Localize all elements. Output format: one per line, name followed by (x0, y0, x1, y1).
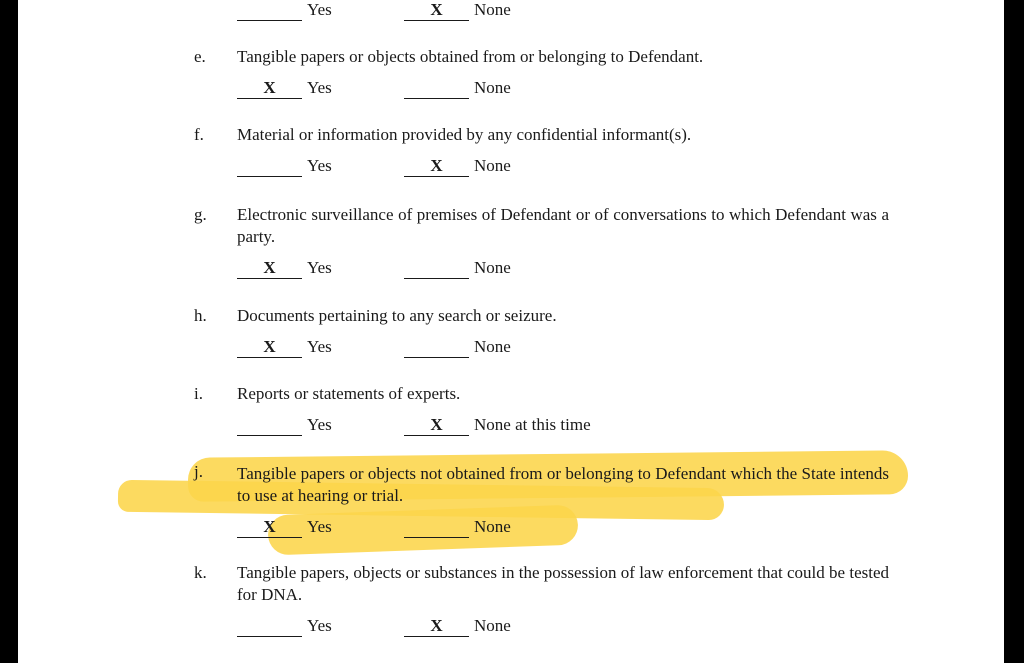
item-description: Material or information provided by any confidential informant(s). (237, 125, 692, 144)
yes-blank (237, 415, 302, 436)
none-label: None at this time (474, 415, 591, 434)
yes-blank: X (237, 258, 302, 279)
none-label: None (474, 517, 511, 536)
none-blank (404, 337, 469, 358)
item-letter: e. (194, 47, 206, 66)
yes-blank (237, 616, 302, 637)
item-description: Electronic surveillance of premises of Defendant or of conversations to which Defendant was a party. (237, 205, 889, 246)
none-blank: X (404, 616, 469, 637)
yes-label: Yes (307, 78, 332, 97)
none-label: None (474, 78, 511, 97)
item-description: Documents pertaining to any search or seizure. (237, 306, 557, 325)
item-letter: h. (194, 306, 207, 325)
none-label: None (474, 0, 511, 19)
yes-blank (237, 0, 302, 21)
yes-label: Yes (307, 616, 332, 635)
none-blank (404, 517, 469, 538)
item-description: Tangible papers or objects obtained from or belonging to Defendant. (237, 47, 704, 66)
item-letter: i. (194, 384, 203, 403)
none-label: None (474, 258, 511, 277)
none-label: None (474, 616, 511, 635)
item-description: Tangible papers, objects or substances in the possession of law enforcement that could be tested for DNA. (237, 563, 889, 604)
none-blank: X (404, 415, 469, 436)
none-blank (404, 78, 469, 99)
yes-blank: X (237, 337, 302, 358)
yes-blank: X (237, 517, 302, 538)
none-blank: X (404, 0, 469, 21)
yes-blank (237, 156, 302, 177)
none-blank (404, 258, 469, 279)
yes-blank: X (237, 78, 302, 99)
item-letter: j. (194, 462, 203, 481)
none-blank: X (404, 156, 469, 177)
yes-label: Yes (307, 337, 332, 356)
item-letter: f. (194, 125, 204, 144)
none-label: None (474, 337, 511, 356)
item-description: Tangible papers or objects not obtained from or belonging to Defendant which the State intends to use at hearing or trial. (237, 464, 889, 505)
item-description: Reports or statements of experts. (237, 384, 461, 403)
yes-label: Yes (307, 258, 332, 277)
yes-label: Yes (307, 0, 332, 19)
yes-label: Yes (307, 156, 332, 175)
dark-left-edge (0, 0, 18, 663)
none-label: None (474, 156, 511, 175)
yes-label: Yes (307, 415, 332, 434)
document-page (18, 0, 1004, 663)
yes-label: Yes (307, 517, 332, 536)
item-letter: g. (194, 205, 207, 224)
item-letter: k. (194, 563, 207, 582)
dark-right-edge (1004, 0, 1024, 663)
